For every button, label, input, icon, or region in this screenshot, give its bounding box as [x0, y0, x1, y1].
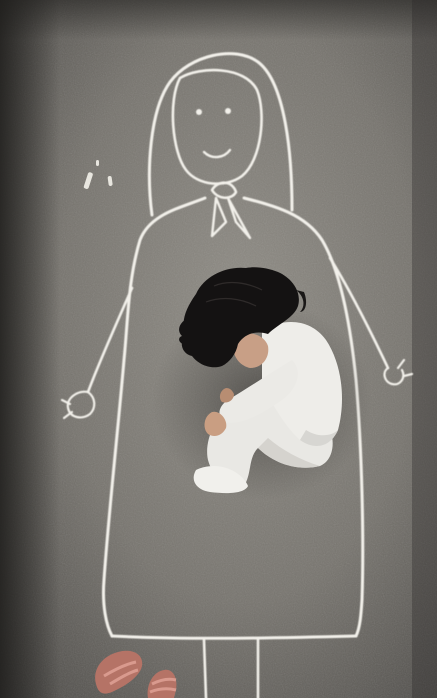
right-edge-shadow — [412, 0, 437, 698]
top-edge-shadow — [0, 0, 437, 40]
chalk-left-eye — [196, 109, 202, 115]
chalk-right-eye — [225, 108, 231, 114]
left-edge-shadow — [0, 0, 60, 698]
chalk-piece — [96, 160, 99, 166]
